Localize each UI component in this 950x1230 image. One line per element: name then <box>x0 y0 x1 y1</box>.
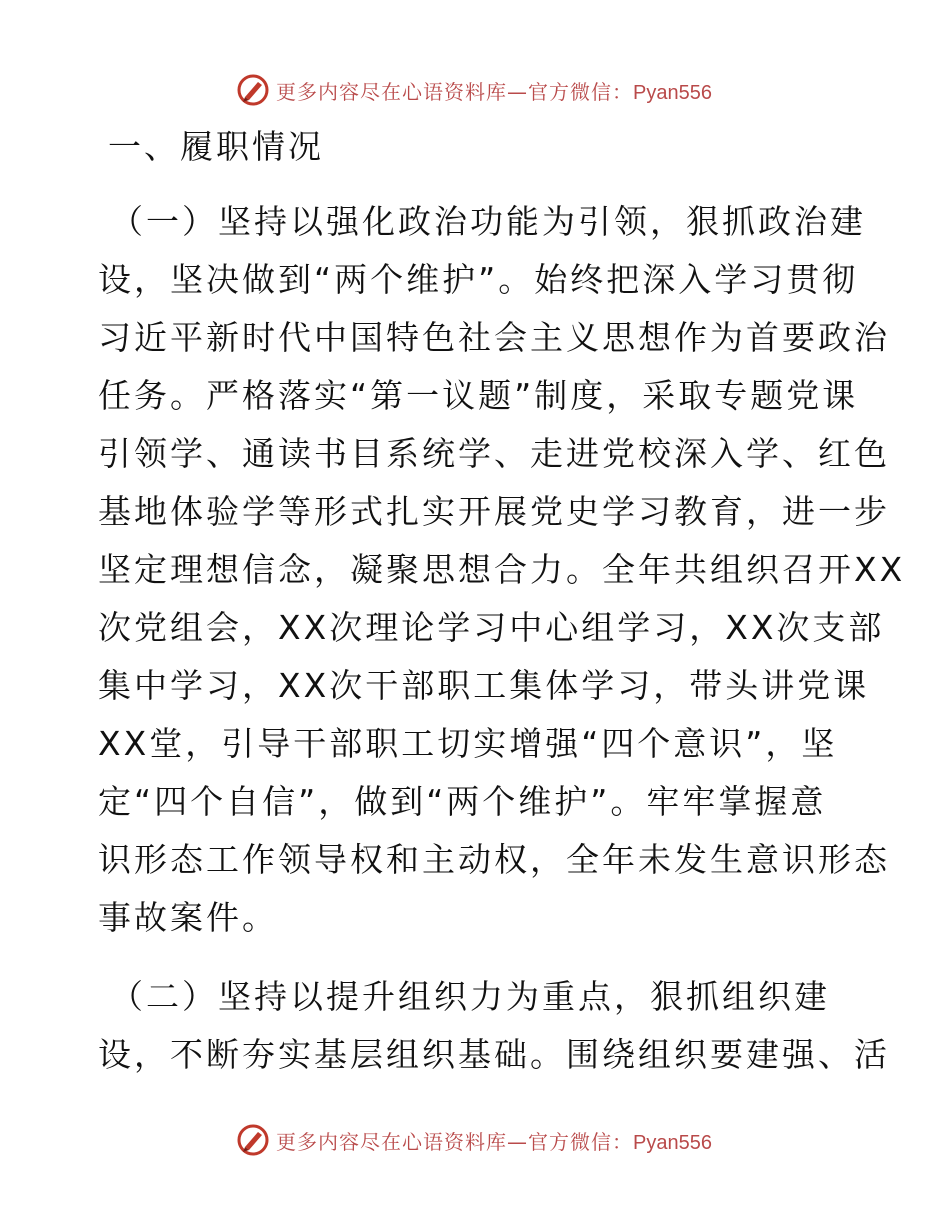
watermark-text: 更多内容尽在心语资料库—官方微信：Pyan556 <box>276 79 712 104</box>
text-line: 基地体验学等形式扎实开展党史学习教育，进一步 <box>98 492 890 531</box>
pen-logo-icon <box>236 73 270 107</box>
text-line: XX堂，引导干部职工切实增强“四个意识”，坚 <box>98 724 838 763</box>
text-line: 任务。严格落实“第一议题”制度，采取专题党课 <box>98 376 859 415</box>
watermark-header <box>236 72 712 108</box>
text-line: 设，坚决做到“两个维护”。始终把深入学习贯彻 <box>98 260 859 299</box>
text-line: （一）坚持以强化政治功能为引领，狠抓政治建 <box>110 202 866 241</box>
text-line: 习近平新时代中国特色社会主义思想作为首要政治 <box>98 318 890 357</box>
pen-logo-icon <box>236 1123 270 1157</box>
section-heading: 一、履职情况 <box>108 127 324 166</box>
text-line: 次党组会，XX次理论学习中心组学习，XX次支部 <box>98 608 885 647</box>
paragraph-political-building <box>98 193 906 947</box>
text-line: 集中学习，XX次干部职工集体学习，带头讲党课 <box>98 666 870 705</box>
text-line: 事故案件。 <box>98 898 278 937</box>
text-line: 定“四个自信”，做到“两个维护”。牢牢掌握意 <box>98 782 827 821</box>
text-line: 识形态工作领导权和主动权，全年未发生意识形态 <box>98 840 890 879</box>
watermark-text: 更多内容尽在心语资料库—官方微信：Pyan556 <box>276 1129 712 1154</box>
watermark-footer <box>236 1122 712 1158</box>
text-line: 引领学、通读书目系统学、走进党校深入学、红色 <box>98 434 890 473</box>
text-line: 设，不断夯实基层组织基础。围绕组织要建强、活 <box>98 1035 890 1074</box>
text-line: （二）坚持以提升组织力为重点，狠抓组织建 <box>110 977 830 1016</box>
text-line: 坚定理想信念，凝聚思想合力。全年共组织召开XX <box>98 550 906 589</box>
paragraph-organization-building <box>98 968 890 1084</box>
